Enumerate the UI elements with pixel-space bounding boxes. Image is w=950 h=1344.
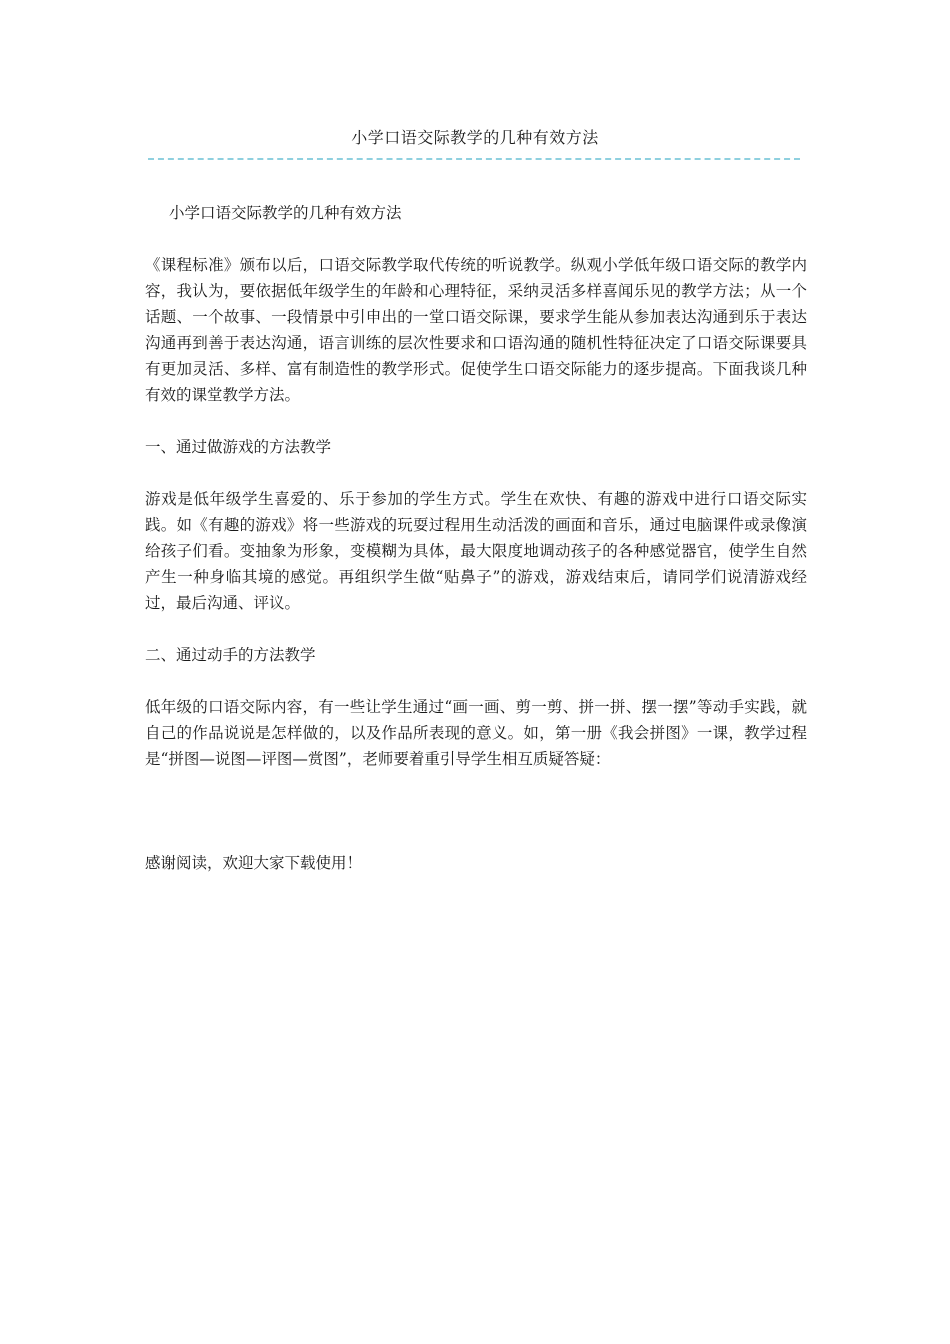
intro-paragraph: 《课程标准》颁布以后，口语交际教学取代传统的听说教学。纵观小学低年级口语交际的教学内容，我认为，要依据低年级学生的年龄和心理特征，采纳灵活多样喜闻乐见的教学方法；从一个话题、一个故事、一段情景中引申出的一堂口语交际课，要求学生能从参加表达沟通到乐于表达沟通再到善于表达沟通，语言训练的层次性要求和口语沟通的随机性特征决定了口语交际课要具有更加灵活、多样、富有制造性的教学形式。促使学生口语交际能力的逐步提高。下面我谈几种有效的课堂教学方法。: [145, 256, 807, 404]
article-subtitle: 小学口语交际教学的几种有效方法: [169, 204, 402, 222]
section-heading-1: 一、通过做游戏的方法教学: [145, 438, 332, 456]
document-body: [145, 200, 807, 902]
closing-note: 感谢阅读，欢迎大家下载使用！: [145, 854, 363, 872]
title-divider: [148, 158, 800, 160]
section-paragraph-1: 游戏是低年级学生喜爱的、乐于参加的学生方式。学生在欢快、有趣的游戏中进行口语交际实践。如《有趣的游戏》将一些游戏的玩耍过程用生动活泼的画面和音乐，通过电脑课件或录像演给孩子们看。变抽象为形象，变模糊为具体，最大限度地调动孩子的各种感觉器官，使学生自然产生一种身临其境的感觉。再组织学生做“贴鼻子”的游戏，游戏结束后，请同学们说清游戏经过，最后沟通、评议。: [145, 490, 807, 612]
blank-space: [145, 798, 807, 850]
section-heading-2: 二、通过动手的方法教学: [145, 646, 316, 664]
document-title: 小学口语交际教学的几种有效方法: [351, 128, 599, 147]
section-paragraph-2: 低年级的口语交际内容，有一些让学生通过“画一画、剪一剪、拼一拼、摆一摆”等动手实践，就自己的作品说说是怎样做的，以及作品所表现的意义。如，第一册《我会拼图》一课，教学过程是“拼图—说图—评图—赏图”，老师要着重引导学生相互质疑答疑：: [145, 698, 807, 768]
